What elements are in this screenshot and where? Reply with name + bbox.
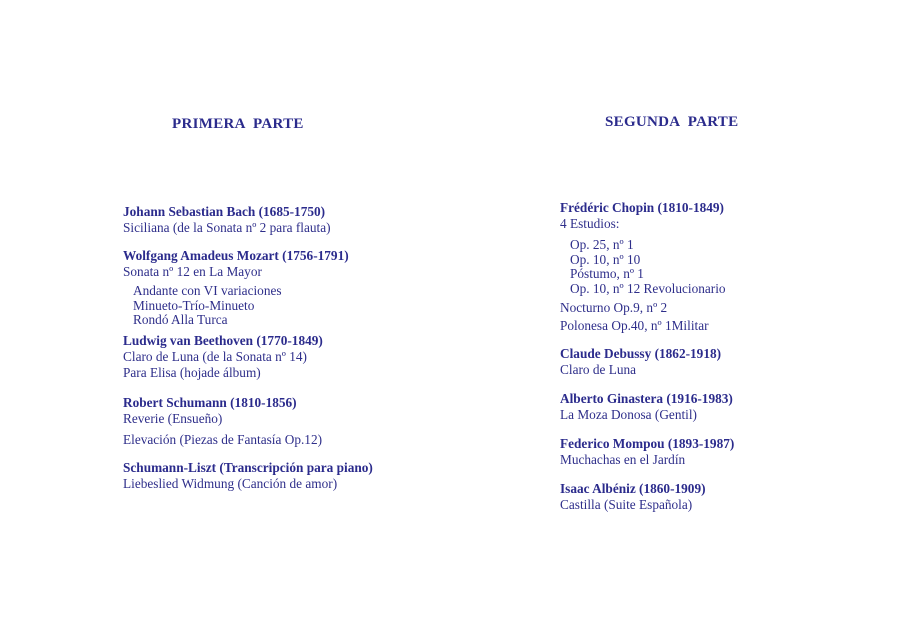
primera-parte-column xyxy=(123,204,453,492)
program-entry-mompou xyxy=(560,436,890,468)
program-entry-mozart xyxy=(123,248,453,328)
movement-list xyxy=(123,284,453,328)
composer-name: Frédéric Chopin (1810-1849) xyxy=(560,200,724,215)
work-title: Polonesa Op.40, nº 1Militar xyxy=(560,318,709,333)
etude-item: Póstumo, nº 1 xyxy=(570,266,644,281)
composer-name: Schumann-Liszt (Transcripción para piano) xyxy=(123,459,373,475)
work-title: Liebeslied Widmung (Canción de amor) xyxy=(123,475,338,491)
work-title: Castilla (Suite Española) xyxy=(560,497,693,512)
work-title: Siciliana (de la Sonata nº 2 para flauta) xyxy=(123,220,331,235)
work-title: Claro de Luna (de la Sonata nº 14) xyxy=(123,348,307,364)
etude-item: Op. 10, nº 12 Revolucionario xyxy=(570,280,726,296)
etude-item: Op. 10, nº 10 xyxy=(570,251,641,267)
primera-parte-heading: PRIMERA PARTE xyxy=(172,116,304,132)
program-entry-debussy xyxy=(560,346,890,378)
work-title: Para Elisa (hojade álbum) xyxy=(123,364,261,380)
composer-name: Ludwig van Beethoven (1770-1849) xyxy=(123,332,323,348)
work-title: Sonata nº 12 en La Mayor xyxy=(123,264,262,279)
movement-item: Andante con VI variaciones xyxy=(133,283,282,298)
program-entry-schumann-liszt xyxy=(123,460,453,492)
work-title: Elevación (Piezas de Fantasía Op.12) xyxy=(123,431,323,447)
composer-name: Robert Schumann (1810-1856) xyxy=(123,394,297,410)
etude-list xyxy=(560,238,890,296)
program-entry-chopin xyxy=(560,200,890,334)
segunda-parte-column xyxy=(560,200,890,513)
program-entry-ginastera xyxy=(560,391,890,423)
work-title: La Moza Donosa (Gentil) xyxy=(560,407,697,422)
program-entry-albeniz xyxy=(560,481,890,513)
work-title: Reverie (Ensueño) xyxy=(123,410,223,426)
composer-name: Alberto Ginastera (1916-1983) xyxy=(560,391,733,406)
composer-name: Wolfgang Amadeus Mozart (1756-1791) xyxy=(123,248,349,263)
program-entry-schumann xyxy=(123,395,453,448)
movement-item: Minueto-Trío-Minueto xyxy=(133,297,255,313)
segunda-parte-heading: SEGUNDA PARTE xyxy=(605,114,739,130)
composer-name: Isaac Albéniz (1860-1909) xyxy=(560,481,706,496)
program-entry-beethoven xyxy=(123,333,453,381)
composer-name: Claude Debussy (1862-1918) xyxy=(560,346,722,361)
composer-name: Federico Mompou (1893-1987) xyxy=(560,436,735,451)
work-title: Claro de Luna xyxy=(560,362,637,377)
composer-name: Johann Sebastian Bach (1685-1750) xyxy=(123,204,326,219)
work-title: 4 Estudios: xyxy=(560,216,620,231)
etude-item: Op. 25, nº 1 xyxy=(570,237,634,252)
movement-item: Rondó Alla Turca xyxy=(133,312,228,327)
program-entry-bach xyxy=(123,204,453,236)
work-title: Muchachas en el Jardín xyxy=(560,452,686,467)
work-title: Nocturno Op.9, nº 2 xyxy=(560,300,668,315)
